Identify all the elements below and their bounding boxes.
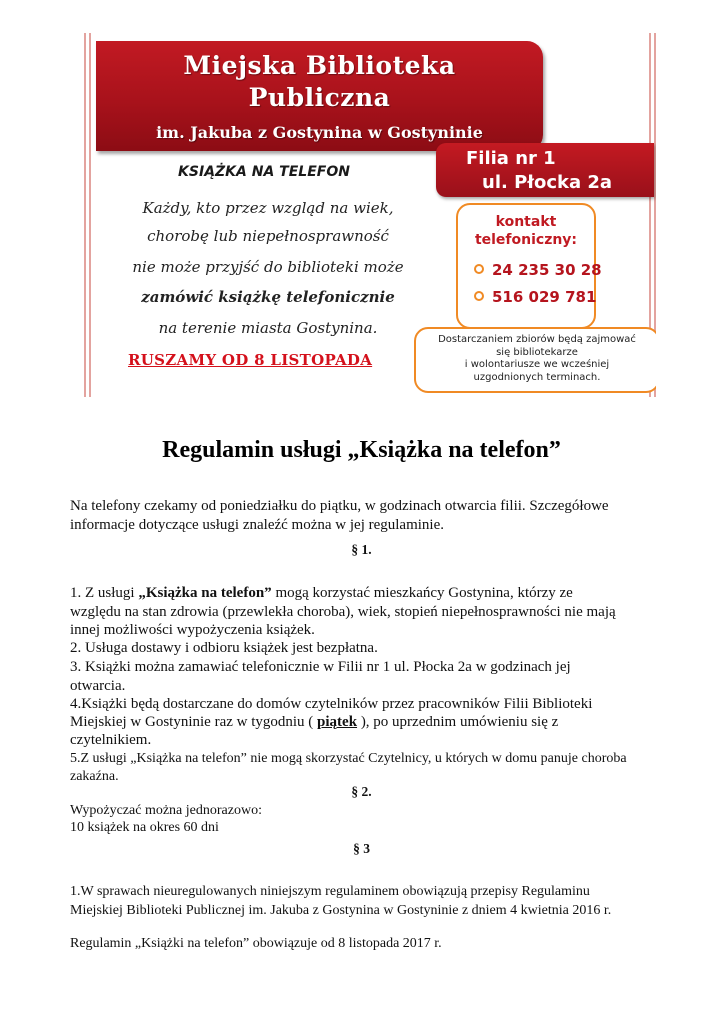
contact-title-line1: kontakt (495, 214, 557, 230)
note-line: uzgodnionych terminach. (473, 371, 601, 383)
rule-item-5-line2: zakaźna. (70, 769, 119, 784)
contact-title-line2: telefoniczny: (474, 232, 578, 248)
final-provision-line: Miejskiej Biblioteki Publicznej im. Jakuba z Gostynina w Gostyninie z dniem 4 kwietnia 2016 r. (70, 903, 612, 918)
service-name-bold: „Książka na telefon” (138, 585, 272, 601)
document-title: Regulamin usługi „Książka na telefon” (162, 437, 561, 463)
section-heading-2: § 2. (351, 784, 372, 799)
rule-item-1 (70, 584, 573, 603)
delivery-day-bold: piątek (317, 714, 358, 730)
branch-street: ul. Płocka 2a (482, 172, 613, 193)
service-description-line: zamówić książkę telefonicznie (141, 288, 395, 306)
rule-text: 1. Z usługi (70, 585, 139, 601)
section-heading-1: § 1. (351, 542, 372, 557)
section-heading-3: § 3 (353, 841, 370, 856)
library-name-banner (96, 41, 543, 151)
service-description-line: Każdy, kto przez wzgląd na wiek, (142, 199, 394, 217)
rule-item-2: 2. Usługa dostawy i odbioru książek jest bezpłatna. (70, 640, 378, 656)
phone-text: 24 235 30 28 (492, 261, 602, 279)
contact-box (456, 203, 602, 329)
rule-item-3: 3. Książki można zamawiać telefonicznie w Filii nr 1 ul. Płocka 2a w godzinach jej (70, 659, 571, 675)
branch-name: Filia nr 1 (466, 148, 556, 169)
rule-item-1-line3: innej możliwości wypożyczenia książek. (70, 622, 315, 638)
note-line: i wolontariusze we wcześniej (464, 359, 610, 370)
note-line: się bibliotekarze (496, 346, 578, 358)
branch-address-banner (436, 143, 654, 197)
banner-title-line2: Publiczna (248, 83, 391, 112)
contact-title (458, 213, 594, 249)
phone-text: 516 029 781 (492, 288, 597, 306)
phone-number-1[interactable] (474, 261, 602, 279)
library-poster (84, 33, 656, 397)
poster-border-stripe (89, 33, 91, 397)
rule-item-3-line2: otwarcia. (70, 678, 126, 694)
bullet-icon (474, 291, 484, 301)
delivery-note-box (414, 327, 656, 393)
rule-item-5: 5.Z usługi „Książka na telefon” nie mogą skorzystać Czytelnicy, u których w domu panuje choroba (70, 751, 627, 766)
phone-number-2[interactable] (474, 288, 596, 306)
effective-date-line: Regulamin „Książki na telefon” obowiązuje od 8 listopada 2017 r. (70, 936, 442, 951)
banner-title-line1: Miejska Biblioteka (183, 51, 456, 80)
service-description-line: na terenie miasta Gostynina. (158, 319, 378, 337)
poster-border-stripe (84, 33, 86, 397)
bullet-icon (474, 264, 484, 274)
intro-line: informacje dotyczące usługi znaleźć można w jej regulaminie. (70, 517, 444, 533)
rule-text: mogą korzystać mieszkańcy Gostynina, którzy ze (271, 585, 573, 601)
start-date-announcement: RUSZAMY OD 8 LISTOPADA (128, 351, 373, 369)
rule-item-4: 4.Książki będą dostarczane do domów czytelników przez pracowników Filii Biblioteki (70, 696, 593, 712)
service-title: KSIĄŻKA NA TELEFON (178, 164, 350, 180)
note-line: Dostarczaniem zbiorów będą zajmować (438, 334, 636, 345)
service-description-line: nie może przyjść do biblioteki może (132, 258, 404, 276)
service-description-line: chorobę lub niepełnosprawność (147, 227, 389, 245)
intro-line: Na telefony czekamy od poniedziałku do piątku, w godzinach otwarcia filii. Szczegółowe (70, 498, 609, 514)
borrow-limit-line: 10 książek na okres 60 dni (70, 820, 219, 835)
rule-item-4-line2 (70, 713, 558, 732)
rule-item-4-line3: czytelnikiem. (70, 732, 152, 748)
rule-item-1-line2: względu na stan zdrowia (przewlekła choroba), wiek, stopień niepełnosprawności nie mają (70, 604, 616, 620)
final-provision-line: 1.W sprawach nieuregulowanych niniejszym regulaminem obowiązują przepisy Regulaminu (70, 884, 590, 899)
banner-subtitle: im. Jakuba z Gostynina w Gostyninie (156, 123, 483, 142)
rule-text: ), po uprzednim umówieniu się z (357, 714, 559, 730)
borrow-limit-line: Wypożyczać można jednorazowo: (70, 803, 262, 818)
rule-text: Miejskiej w Gostyninie raz w tygodniu ( (70, 714, 318, 730)
